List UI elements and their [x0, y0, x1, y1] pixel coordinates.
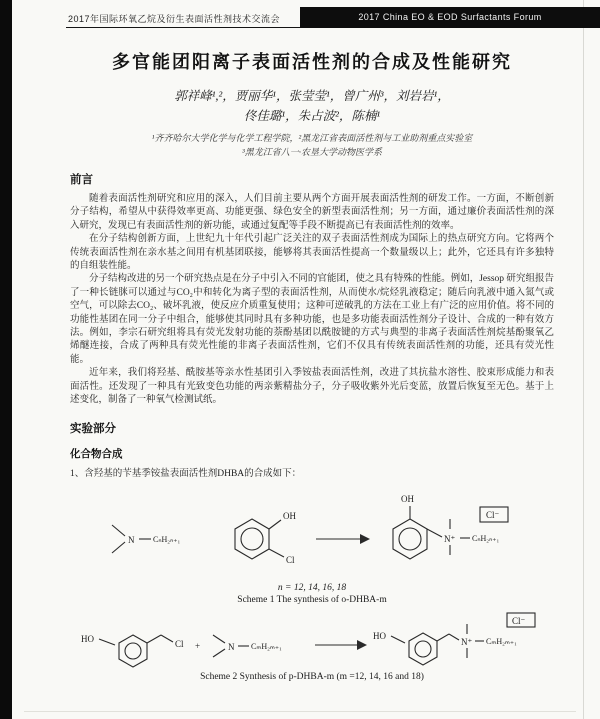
scheme-2-figure	[70, 609, 554, 682]
scheme-1-n-values: n = 12, 14, 16, 18	[277, 582, 347, 593]
subsection-heading-synthesis: 化合物合成	[70, 447, 123, 460]
svg-text:N⁺: N⁺	[444, 533, 456, 544]
svg-text:HO: HO	[81, 633, 94, 644]
affiliation-line-2: ³黑龙江省八一·农垦大学动物医学系	[242, 146, 382, 157]
affiliations	[70, 132, 554, 159]
scheme-1-structure-drawing	[92, 483, 532, 583]
scheme-2-structure-drawing	[77, 609, 547, 671]
svg-text:Cl: Cl	[175, 638, 184, 649]
paragraph: 在分子结构创新方面，上世纪九十年代引起广泛关注的双子表面活性剂成为国际上的热点研究方向。它将两个传统表面活性剂在亲水基之间用有机基团联接，能够将其表面活性提高一个数量级以上；此外，它还具有许多独特的自组装性能。	[70, 234, 554, 272]
synthesis-step-text: 1、含羟基的苄基季铵盐表面活性剂DHBA的合成如下：	[70, 468, 302, 479]
svg-text:Cl: Cl	[286, 554, 295, 565]
author-list	[70, 86, 554, 126]
introduction-body	[70, 193, 554, 408]
reaction-arrow-icon	[316, 534, 370, 544]
scan-edge-bar	[0, 0, 12, 719]
svg-text:Cl⁻: Cl⁻	[512, 615, 526, 626]
benzyl-chloride-structure	[235, 511, 296, 565]
svg-text:N: N	[228, 641, 235, 652]
section-heading-introduction: 前言	[70, 172, 93, 186]
section-heading-experimental: 实验部分	[70, 420, 116, 435]
svg-text:HO: HO	[373, 630, 386, 641]
scan-artifact-line-right	[583, 0, 584, 719]
plus-sign: +	[195, 640, 201, 651]
svg-text:CₙH₂ₙ₊₁: CₙH₂ₙ₊₁	[153, 534, 181, 544]
svg-text:Cl⁻: Cl⁻	[486, 509, 500, 520]
svg-text:CₙH₂ₙ₊₁: CₙH₂ₙ₊₁	[472, 533, 500, 543]
conference-title-cn: 2017年国际环氧乙烷及衍生表面活性剂技术交流会	[68, 14, 281, 24]
author-line-1: 郭祥峰¹,²，贾丽华¹，张莹莹¹，曾广州³，刘岩岩¹，	[174, 89, 450, 103]
scheme-2-caption: Scheme 2 Synthesis of p-DHBA-m (m =12, 14, 16 and 18)	[200, 671, 424, 682]
paragraph: 近年来，我们将羟基、酰胺基等亲水性基团引入季铵盐表面活性剂，改进了其抗盐水溶性、胶束形成能力和表面活性。还发现了一种具有光致变色功能的两亲紫精盐分子，分子吸收紫外光后变蓝，放置后恢复至无色。基于上述变化，制备了一种氧气检测试纸。	[70, 368, 554, 406]
paragraph: 随着表面活性剂研究和应用的深入，人们目前主要从两个方面开展表面活性剂的研发工作。一方面，不断创新分子结构，希望从中获得效率更高、功能更强、绿色安全的新型表面活性剂；另一方面，通过廉价表面活性剂的深入研究，发现已有表面活性剂的新功能，或通过复配等手段不断提高已有表面活性剂的效率。	[70, 194, 554, 231]
page-header	[66, 8, 600, 28]
author-line-2: 佟佳璐¹，朱占波²，陈楠¹	[243, 109, 381, 123]
quaternary-ammonium-product-structure	[393, 494, 508, 559]
amine-reactant-structure	[112, 525, 181, 553]
svg-text:N⁺: N⁺	[461, 636, 473, 647]
conference-title-en-banner: 2017 China EO & EOD Surfactants Forum	[300, 7, 600, 28]
hydroxybenzyl-chloride-structure	[81, 634, 184, 667]
scan-artifact-line-bottom	[24, 711, 576, 712]
scheme-1-figure	[70, 483, 554, 605]
svg-text:OH: OH	[283, 510, 296, 521]
svg-text:CₘH₂ₘ₊₁: CₘH₂ₘ₊₁	[486, 636, 517, 646]
svg-text:N: N	[128, 534, 135, 545]
paragraph: 分子结构改进的另一个研究热点是在分子中引入不同的官能团，使之具有特殊的性能。例如，Jessop 研究组报告了一种长链脒可以通过与CO₂中和转化为离子型的表面活性剂，从而使水/烷烃乳液稳定；随后向乳液中通入氮气或空气，可以除去CO₂、破坏乳液，使反应介质重复使用；这种可逆破乳的方法在工业上有广泛的应用价值。将不同的功能性基团在同一分子中组合，能够使其同时具有多种功能，也是多功能表面活性剂分子设计、合成的一种有效方法。例如，李宗石研究组将具有荧光发射功能的萘酚基团以酰胺键的方式与典型的非离子表面活性剂烷基酚聚氧乙烯醚连接，合成了两种具有荧光性能的非离子表面活性剂，它们不仅具有传统表面活性剂的功能，还具有荧光性能。	[70, 274, 554, 365]
affiliation-line-1: ¹齐齐哈尔大学化学与化学工程学院，²黑龙江省表面活性剂与工业助剂重点实验室	[151, 133, 473, 143]
svg-text:OH: OH	[401, 493, 414, 504]
reaction-arrow-icon	[315, 640, 367, 650]
paper-title: 多官能团阳离子表面活性剂的合成及性能研究	[112, 52, 512, 73]
scheme-1-caption: Scheme 1 The synthesis of o-DHBA-m	[237, 594, 387, 605]
quaternary-ammonium-product-structure	[373, 613, 535, 665]
svg-text:CₘH₂ₘ₊₁: CₘH₂ₘ₊₁	[251, 641, 282, 651]
amine-reactant-structure	[213, 635, 282, 657]
page-content	[70, 0, 554, 682]
